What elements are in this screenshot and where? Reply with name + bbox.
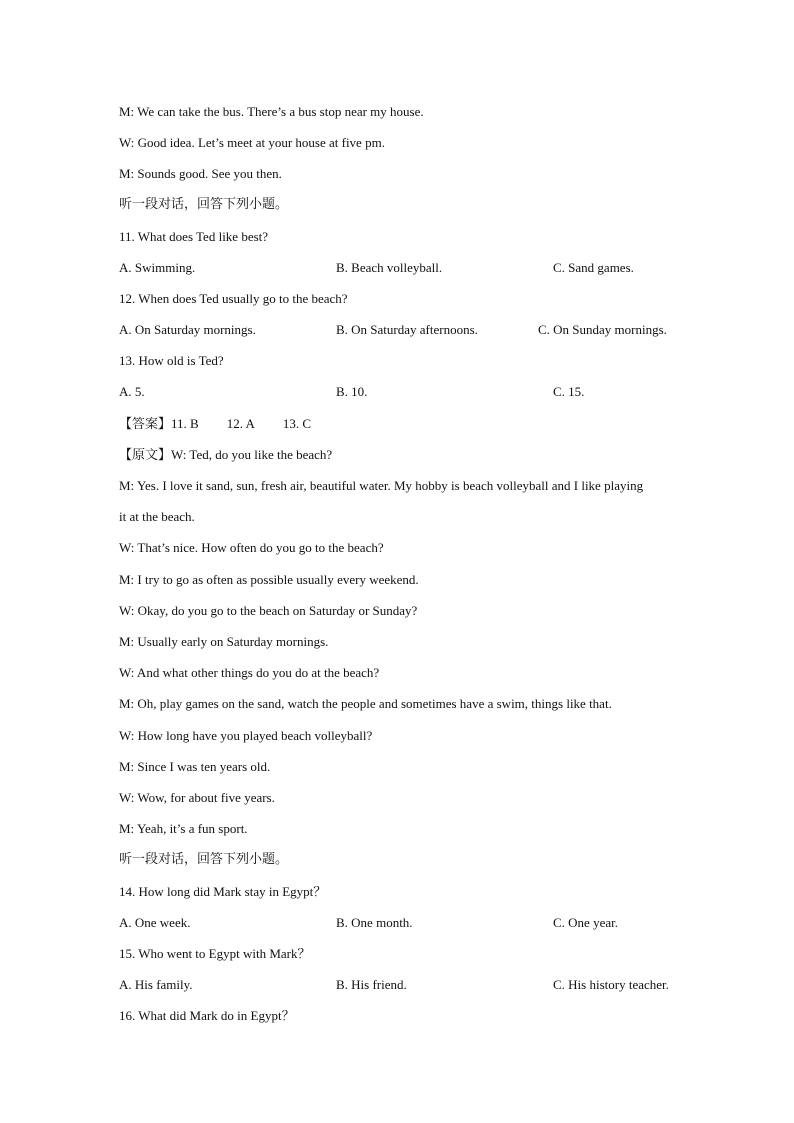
option-a: A. Swimming. — [119, 260, 196, 275]
question-15: 15. Who went to Egypt with Mark？ — [119, 946, 311, 961]
transcript-text: W: Ted, do you like the beach? — [171, 447, 333, 462]
transcript-line: W: Wow, for about five years. — [119, 790, 275, 805]
transcript-line: M: Oh, play games on the sand, watch the people and sometimes have a swim, things like that. — [119, 696, 612, 711]
transcript-line: M: Usually early on Saturday mornings. — [119, 634, 329, 649]
section-instruction: 听一段对话，回答下列小题。 — [119, 197, 289, 212]
dialogue-line: W: Good idea. Let’s meet at your house at five pm. — [119, 135, 385, 150]
option-a: A. His family. — [119, 977, 193, 992]
transcript-line: W: Okay, do you go to the beach on Saturday or Sunday? — [119, 603, 418, 618]
transcript-line: W: And what other things do you do at the beach? — [119, 665, 380, 680]
transcript-line: M: Yeah, it’s a fun sport. — [119, 821, 248, 836]
option-b: B. Beach volleyball. — [336, 260, 443, 275]
answer-key — [119, 415, 311, 434]
section-instruction: 听一段对话，回答下列小题。 — [119, 852, 289, 867]
transcript-line: W: That’s nice. How often do you go to the beach? — [119, 540, 384, 555]
question-14: 14. How long did Mark stay in Egypt？ — [119, 884, 327, 899]
transcript-line: W: How long have you played beach volleyball? — [119, 728, 373, 743]
option-b: B. On Saturday afternoons. — [336, 322, 478, 337]
transcript-line: M: Yes. I love it sand, sun, fresh air, beautiful water. My hobby is beach volleyball and I like playing — [119, 478, 644, 493]
transcript-first-line — [119, 446, 332, 465]
option-a: A. 5. — [119, 384, 145, 399]
question-11-options — [119, 259, 679, 277]
option-c: C. 15. — [553, 384, 585, 399]
option-c: C. Sand games. — [553, 260, 634, 275]
question-12-options — [119, 321, 679, 339]
answer-label: 【答案】 — [119, 417, 172, 432]
answer-item: 13. C — [282, 416, 312, 431]
question-14-options — [119, 914, 679, 932]
question-13-options — [119, 383, 679, 401]
option-c: C. On Sunday mornings. — [538, 322, 667, 337]
question-16: 16. What did Mark do in Egypt？ — [119, 1008, 295, 1023]
transcript-line: M: I try to go as often as possible usually every weekend. — [119, 572, 419, 587]
question-12: 12. When does Ted usually go to the beach? — [119, 291, 348, 306]
option-c: C. His history teacher. — [553, 977, 669, 992]
answer-item: 12. A — [226, 416, 255, 431]
question-13: 13. How old is Ted? — [119, 353, 224, 368]
option-b: B. One month. — [336, 915, 413, 930]
question-15-options — [119, 976, 679, 994]
option-b: B. His friend. — [336, 977, 407, 992]
transcript-line: M: Since I was ten years old. — [119, 759, 271, 774]
option-c: C. One year. — [553, 915, 618, 930]
transcript-line: it at the beach. — [119, 509, 195, 524]
option-a: A. On Saturday mornings. — [119, 322, 256, 337]
dialogue-line: M: We can take the bus. There’s a bus stop near my house. — [119, 104, 424, 119]
transcript-label: 【原文】 — [119, 448, 172, 463]
question-11: 11. What does Ted like best? — [119, 229, 269, 244]
answer-item: 11. B — [171, 416, 199, 431]
option-b: B. 10. — [336, 384, 368, 399]
dialogue-line: M: Sounds good. See you then. — [119, 166, 282, 181]
option-a: A. One week. — [119, 915, 191, 930]
